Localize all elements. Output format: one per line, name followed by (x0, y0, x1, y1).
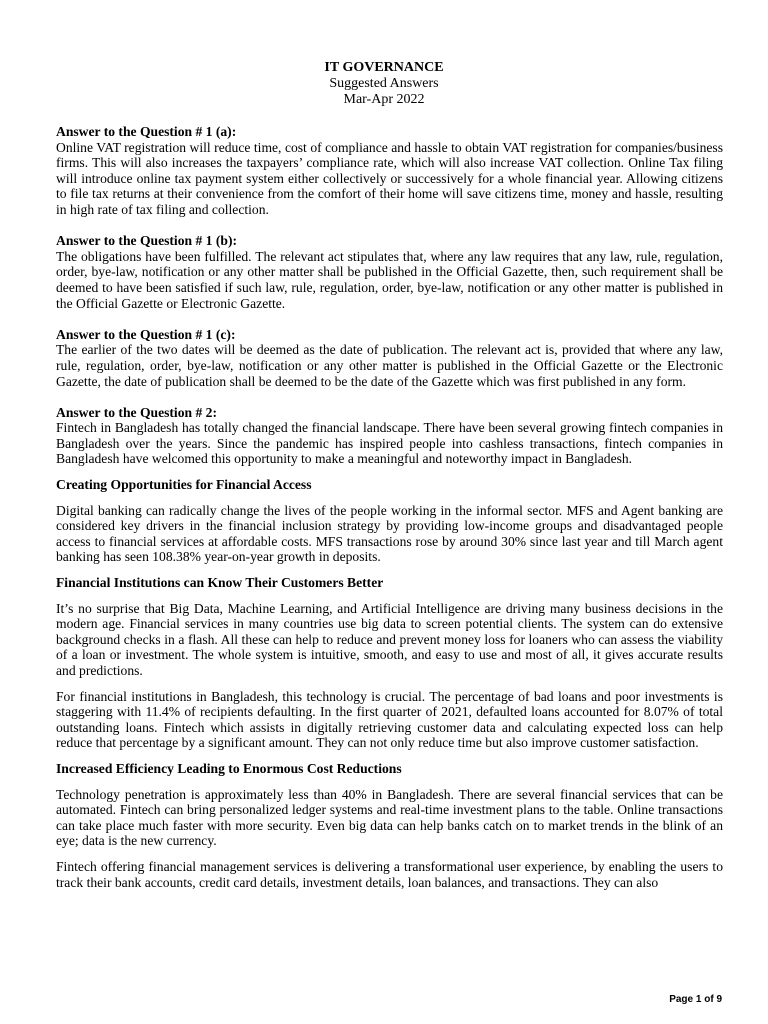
section-efficiency-body-1: Technology penetration is approximately less than 40% in Bangladesh. There are several financial services that can be automated. Fintech can bring personalized ledger systems and real-time investment plans to the table. Online transactions can take place much faster with more security. Even big data can help banks catch on to market trends in the blink of an eye; data is the new currency. (56, 786, 723, 849)
document-body (56, 124, 723, 890)
q1a-body: Online VAT registration will reduce time, cost of compliance and hassle to obtain VAT registration for companies/business firms. This will also increases the taxpayers’ compliance rate, which will also increase VAT collection. Online Tax filing will introduce online tax payment system either collectively or successively for a whole financial year. Allowing citizens to file tax returns at their convenience from the comfort of their home will save citizens time, money and hassle, resulting in high rate of tax filing and collection. (56, 139, 723, 217)
q1a-heading: Answer to the Question # 1 (a): (56, 124, 237, 139)
section-efficiency-body-2: Fintech offering financial management services is delivering a transformational user experience, by enabling the users to track their bank accounts, credit card details, investment details, loan balances, and transactions. They can also (56, 858, 723, 890)
document-header (0, 60, 768, 108)
section-know-customers-body-1: It’s no surprise that Big Data, Machine Learning, and Artificial Intelligence are driving many business decisions in the modern age. Financial services in many countries use big data to screen potential clients. The system can do extensive background checks in a flash. All these can help to reduce and prevent money loss for loaners who can assess the viability of a loan or investment. The whole system is intuitive, smooth, and easy to use and most of all, it gives accurate results and predictions. (56, 600, 723, 678)
page-number-total: 9 (716, 994, 722, 1005)
page-number-sep: of (701, 994, 717, 1005)
document-subtitle: Suggested Answers (329, 76, 439, 91)
q1c-heading: Answer to the Question # 1 (c): (56, 326, 236, 342)
page-number-current: 1 (695, 994, 702, 1005)
section-know-customers-heading: Financial Institutions can Know Their Customers Better (56, 575, 384, 591)
section-efficiency-heading: Increased Efficiency Leading to Enormous Cost Reductions (56, 760, 402, 776)
q2-heading: Answer to the Question # 2: (56, 404, 217, 420)
document-title: IT GOVERNANCE (324, 60, 444, 75)
q1b-heading: Answer to the Question # 1 (b): (56, 233, 237, 249)
q1c-body: The earlier of the two dates will be deemed as the date of publication. The relevant act is, provided that where any law, rule, regulation, order, bye-law, notification or any other matter is published in the Official Gazette or the Electronic Gazette, the date of publication shall be deemed to be the date of the Gazette which was first published in any form. (56, 342, 723, 389)
page-number-prefix: Page (669, 994, 696, 1005)
section-financial-access-body: Digital banking can radically change the lives of the people working in the informal sector. MFS and Agent banking are considered key drivers in the financial inclusion strategy by providing low-income groups and disadvantaged people access to financial services at affordable costs. MFS transactions rose by around 30% since last year and till March agent banking has seen 108.38% year-on-year growth in deposits. (56, 502, 723, 565)
page-number (669, 994, 722, 1005)
section-know-customers-body-2: For financial institutions in Bangladesh, this technology is crucial. The percentage of bad loans and poor investments is staggering with 11.4% of recipients defaulting. In the first quarter of 2021, defaulted loans accounted for 8.07% of total outstanding loans. Fintech which assists in digitally retrieving customer data and calculating expected loss can help reduce that percentage by a significant amount. They can not only reduce time but also improve customer satisfaction. (56, 688, 723, 751)
document-date: Mar-Apr 2022 (343, 92, 425, 107)
q2-body: Fintech in Bangladesh has totally changed the financial landscape. There have been several growing fintech companies in Bangladesh over the years. Since the pandemic has inspired people into cashless transactions, fintech companies in Bangladesh have welcomed this opportunity to make a meaningful and noteworthy impact in Bangladesh. (56, 420, 723, 467)
q1b-body: The obligations have been fulfilled. The relevant act stipulates that, where any law requires that any law, rule, regulation, order, bye-law, notification or any other matter shall be published in the Official Gazette, then, such requirement shall be deemed to have been satisfied if such law, rule, regulation, order, bye-law, notification or any other matter is published in the Official Gazette or Electronic Gazette. (56, 248, 723, 311)
section-financial-access-heading: Creating Opportunities for Financial Access (56, 477, 312, 493)
